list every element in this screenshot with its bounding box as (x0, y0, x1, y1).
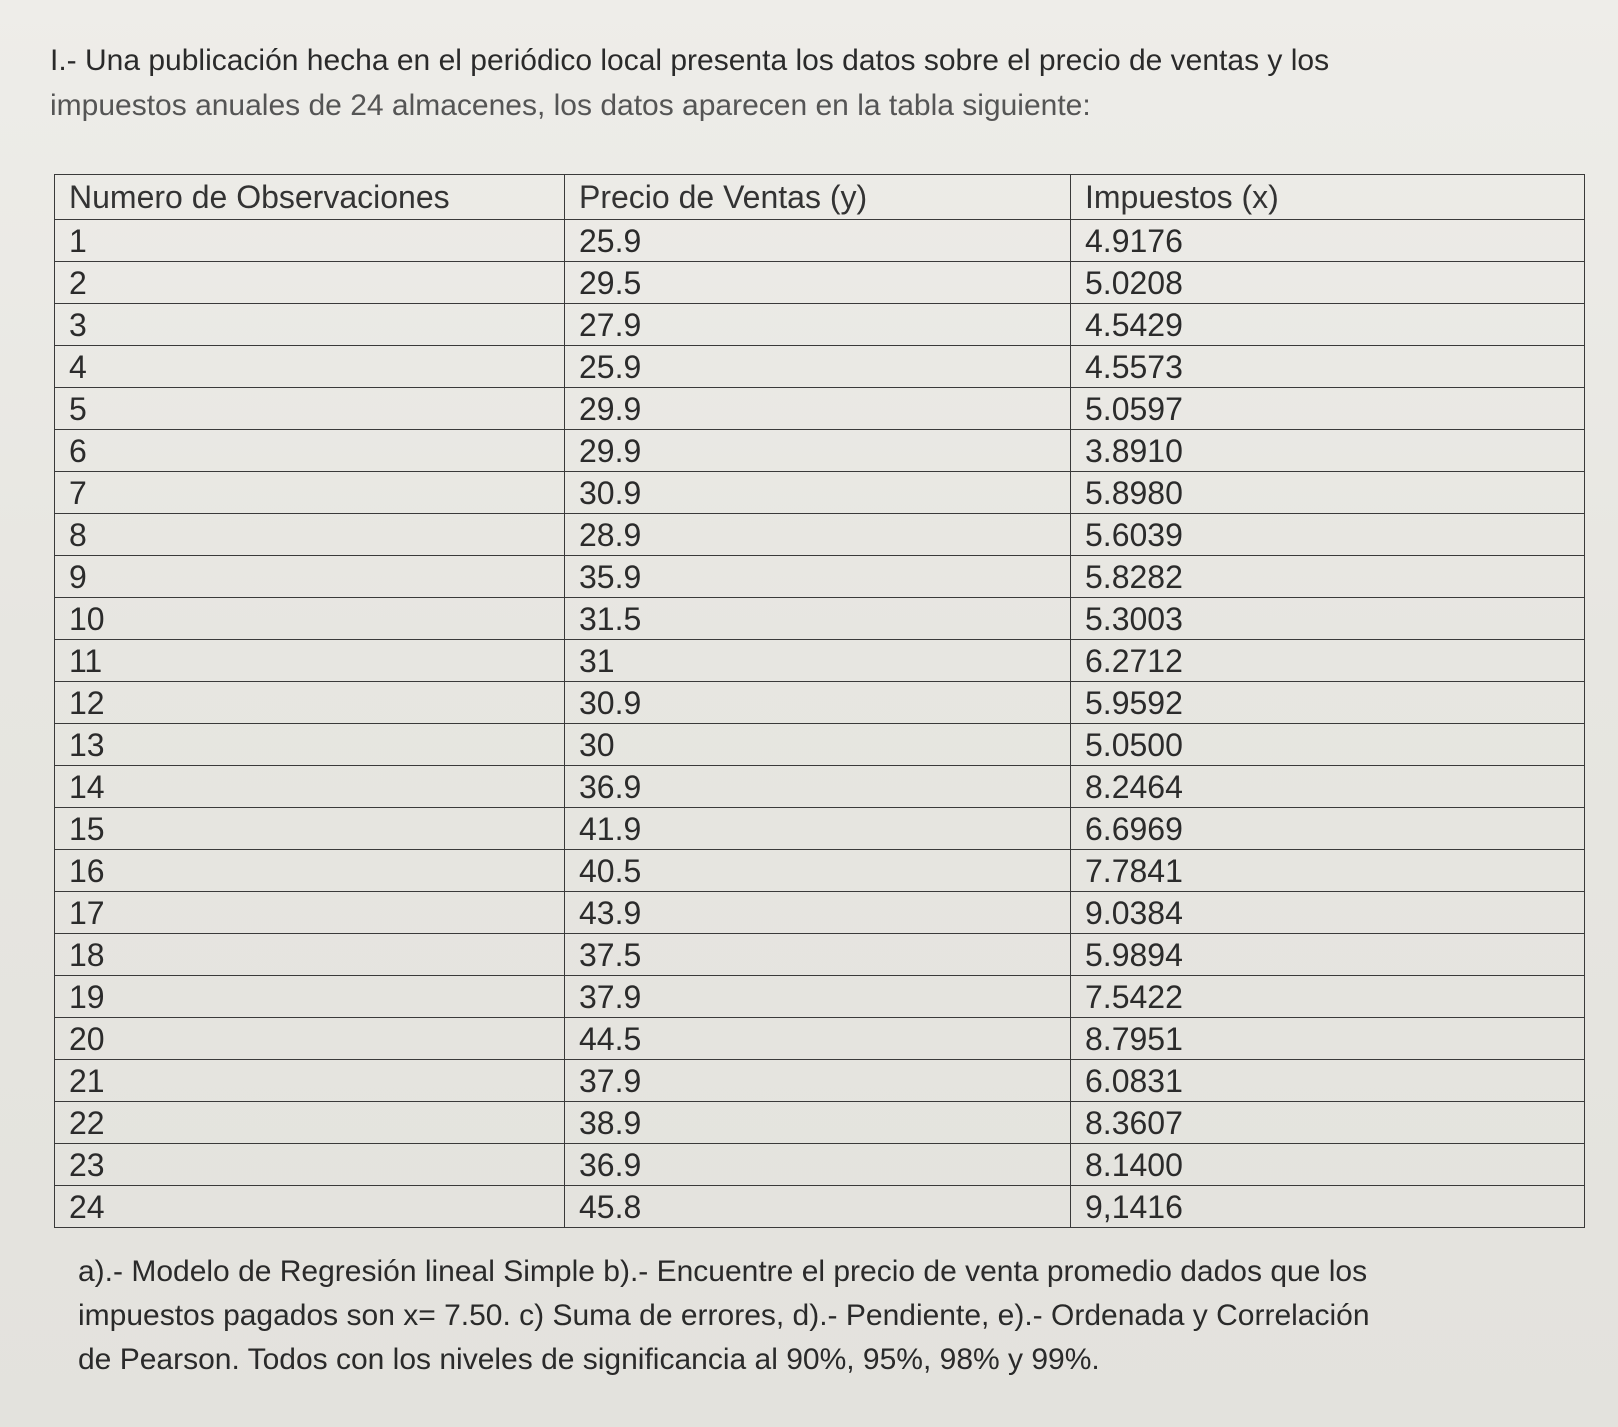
cell-impuestos: 9.0384 (1071, 892, 1585, 934)
cell-observacion: 2 (55, 262, 565, 304)
cell-precio-ventas: 25.9 (565, 220, 1071, 262)
cell-impuestos: 7.5422 (1071, 976, 1585, 1018)
data-table-container (54, 174, 1584, 1228)
cell-impuestos: 7.7841 (1071, 850, 1585, 892)
cell-precio-ventas: 25.9 (565, 346, 1071, 388)
table-row (55, 304, 1585, 346)
cell-observacion: 21 (55, 1060, 565, 1102)
statement-line-2: impuestos anuales de 24 almacenes, los datos aparecen en la tabla siguiente: (50, 89, 1091, 122)
cell-observacion: 18 (55, 934, 565, 976)
cell-observacion: 5 (55, 388, 565, 430)
table-row (55, 262, 1585, 304)
table-row (55, 220, 1585, 262)
cell-impuestos: 5.8980 (1071, 472, 1585, 514)
cell-observacion: 9 (55, 556, 565, 598)
cell-observacion: 14 (55, 766, 565, 808)
problem-statement (50, 38, 1590, 128)
cell-observacion: 23 (55, 1144, 565, 1186)
header-impuestos: Impuestos (x) (1071, 175, 1585, 220)
cell-observacion: 11 (55, 640, 565, 682)
table-row (55, 472, 1585, 514)
cell-precio-ventas: 37.9 (565, 976, 1071, 1018)
cell-observacion: 16 (55, 850, 565, 892)
cell-impuestos: 4.5573 (1071, 346, 1585, 388)
cell-observacion: 10 (55, 598, 565, 640)
cell-observacion: 12 (55, 682, 565, 724)
cell-observacion: 24 (55, 1186, 565, 1228)
table-row (55, 1186, 1585, 1228)
table-row (55, 556, 1585, 598)
questions-block (78, 1250, 1578, 1382)
table-row (55, 640, 1585, 682)
cell-precio-ventas: 37.5 (565, 934, 1071, 976)
table-row (55, 1102, 1585, 1144)
table-row (55, 598, 1585, 640)
table-row (55, 346, 1585, 388)
table-row (55, 1018, 1585, 1060)
table-row (55, 934, 1585, 976)
table-row (55, 850, 1585, 892)
table-row (55, 388, 1585, 430)
cell-precio-ventas: 36.9 (565, 766, 1071, 808)
table-row (55, 514, 1585, 556)
cell-precio-ventas: 29.9 (565, 430, 1071, 472)
cell-observacion: 6 (55, 430, 565, 472)
cell-impuestos: 8.2464 (1071, 766, 1585, 808)
cell-precio-ventas: 40.5 (565, 850, 1071, 892)
table-row (55, 724, 1585, 766)
table-header-row (55, 175, 1585, 220)
cell-precio-ventas: 38.9 (565, 1102, 1071, 1144)
cell-precio-ventas: 29.9 (565, 388, 1071, 430)
cell-impuestos: 3.8910 (1071, 430, 1585, 472)
question-line-1: a).- Modelo de Regresión lineal Simple b).- Encuentre el precio de venta promedio dados que los (78, 1255, 1368, 1288)
table-row (55, 892, 1585, 934)
statement-line-1: I.- Una publicación hecha en el periódico local presenta los datos sobre el precio de ventas y los (50, 44, 1330, 77)
cell-impuestos: 5.0208 (1071, 262, 1585, 304)
cell-impuestos: 5.0597 (1071, 388, 1585, 430)
cell-observacion: 20 (55, 1018, 565, 1060)
table-row (55, 430, 1585, 472)
cell-impuestos: 5.0500 (1071, 724, 1585, 766)
cell-impuestos: 8.3607 (1071, 1102, 1585, 1144)
cell-impuestos: 6.6969 (1071, 808, 1585, 850)
cell-observacion: 15 (55, 808, 565, 850)
cell-impuestos: 8.7951 (1071, 1018, 1585, 1060)
cell-impuestos: 9,1416 (1071, 1186, 1585, 1228)
cell-observacion: 3 (55, 304, 565, 346)
cell-impuestos: 8.1400 (1071, 1144, 1585, 1186)
cell-observacion: 13 (55, 724, 565, 766)
cell-observacion: 7 (55, 472, 565, 514)
cell-impuestos: 4.5429 (1071, 304, 1585, 346)
cell-impuestos: 5.3003 (1071, 598, 1585, 640)
table-body (55, 220, 1585, 1228)
cell-observacion: 4 (55, 346, 565, 388)
cell-precio-ventas: 36.9 (565, 1144, 1071, 1186)
cell-precio-ventas: 37.9 (565, 1060, 1071, 1102)
cell-precio-ventas: 44.5 (565, 1018, 1071, 1060)
cell-precio-ventas: 29.5 (565, 262, 1071, 304)
cell-impuestos: 6.0831 (1071, 1060, 1585, 1102)
cell-impuestos: 5.9894 (1071, 934, 1585, 976)
cell-precio-ventas: 35.9 (565, 556, 1071, 598)
cell-precio-ventas: 30.9 (565, 682, 1071, 724)
cell-precio-ventas: 31.5 (565, 598, 1071, 640)
cell-observacion: 19 (55, 976, 565, 1018)
cell-observacion: 22 (55, 1102, 565, 1144)
cell-observacion: 8 (55, 514, 565, 556)
cell-precio-ventas: 27.9 (565, 304, 1071, 346)
cell-precio-ventas: 28.9 (565, 514, 1071, 556)
data-table (54, 174, 1585, 1228)
table-row (55, 1060, 1585, 1102)
cell-impuestos: 4.9176 (1071, 220, 1585, 262)
cell-observacion: 1 (55, 220, 565, 262)
cell-impuestos: 5.6039 (1071, 514, 1585, 556)
cell-impuestos: 5.8282 (1071, 556, 1585, 598)
cell-precio-ventas: 31 (565, 640, 1071, 682)
header-observaciones: Numero de Observaciones (55, 175, 565, 220)
cell-precio-ventas: 45.8 (565, 1186, 1071, 1228)
cell-impuestos: 6.2712 (1071, 640, 1585, 682)
cell-precio-ventas: 30.9 (565, 472, 1071, 514)
cell-observacion: 17 (55, 892, 565, 934)
cell-precio-ventas: 43.9 (565, 892, 1071, 934)
table-row (55, 976, 1585, 1018)
cell-precio-ventas: 41.9 (565, 808, 1071, 850)
cell-precio-ventas: 30 (565, 724, 1071, 766)
question-line-2: impuestos pagados son x= 7.50. c) Suma de errores, d).- Pendiente, e).- Ordenada y Correlación (78, 1299, 1370, 1332)
table-row (55, 808, 1585, 850)
table-row (55, 682, 1585, 724)
header-precio-ventas: Precio de Ventas (y) (565, 175, 1071, 220)
question-line-3: de Pearson. Todos con los niveles de significancia al 90%, 95%, 98% y 99%. (78, 1343, 1100, 1376)
cell-impuestos: 5.9592 (1071, 682, 1585, 724)
table-row (55, 1144, 1585, 1186)
table-row (55, 766, 1585, 808)
